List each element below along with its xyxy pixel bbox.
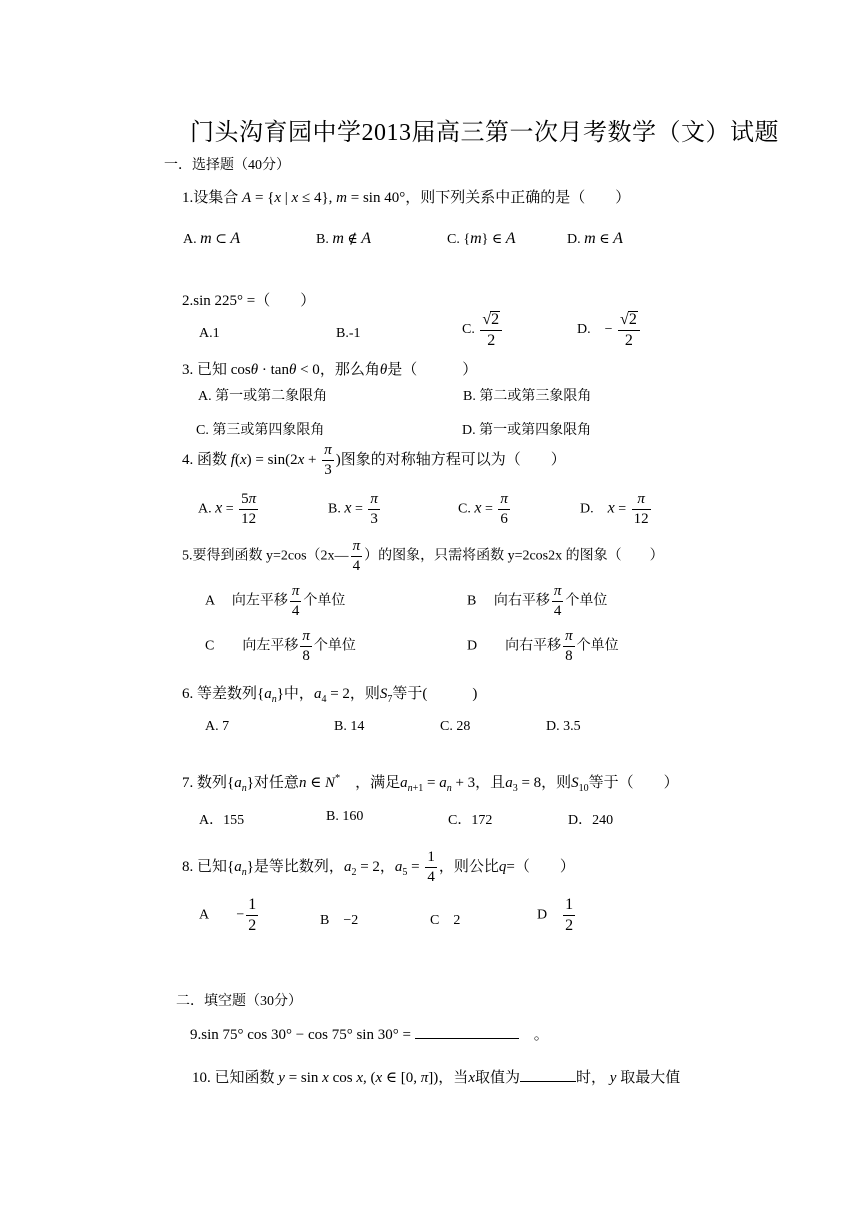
q3-option-a: A. 第一或第二象限角 [198, 389, 328, 404]
q7-option-b: B. 160 [326, 809, 364, 824]
q4-option-c: C. x = $\frac{\pi}{6}$ [458, 491, 508, 527]
q8-option-d: D $\frac{1}{2}$ [537, 896, 574, 934]
q3-option-d: D. 第一或第四象限角 [462, 423, 592, 438]
question-2: 2.sin 225° =（ ） [182, 293, 316, 309]
q5-option-c: C 向左平移 $\frac{\pi}{8}$ 个单位 [205, 628, 356, 664]
q2-option-a: A.1 [199, 326, 220, 341]
question-3: 3. 已知 cosθ · tanθ < 0，那么角θ是（ ） [182, 362, 478, 378]
q2-option-b: B.-1 [336, 326, 361, 341]
question-1 [182, 186, 630, 207]
q8-option-c: C 2 [430, 913, 461, 928]
q8-option-a: A − $\frac{1}{2}$ [199, 896, 257, 934]
q2-option-d: D. − $\frac{√2}{2}$ [577, 311, 642, 349]
q1-option-a: A. m ⊂ A [183, 230, 241, 247]
q7-option-c: C．172 [448, 813, 493, 828]
q7-option-a: A．155 [199, 813, 245, 828]
q2-option-c: C. $\frac{√2}{2}$ [462, 311, 504, 349]
q1-option-c: C. {m} ∈ A [447, 230, 516, 247]
q6-option-b: B. 14 [334, 719, 365, 734]
q6-option-a: A. 7 [205, 719, 230, 734]
question-7: 7. 数列$\{a_n\}$对任意n ∈ N* ，满足$a_{n+1} = a_n + 3$，且$a_3 = 8$，则$S_{10}$等于（ ） [182, 773, 679, 794]
q1-option-b: B. m ∉ A [316, 230, 372, 247]
q4-option-a: A. x = $\frac{5\pi}{12}$ [198, 491, 257, 527]
q1-option-d: D. m ∈ A [567, 230, 623, 247]
question-8: 8. 已知$\{a_n\}$是等比数列，$a_2 = 2$，$a_5$ = $\frac{1}{4}$ ，则公比q=（ ） [182, 849, 575, 885]
question-9: 9.sin 75° cos 30° − cos 75° sin 30° = 。 [190, 1023, 549, 1044]
q10-answer-blank[interactable] [520, 1067, 576, 1082]
q5-option-a: A 向左平移 $\frac{\pi}{4}$ 个单位 [205, 583, 346, 619]
q6-option-c: C. 28 [440, 719, 471, 734]
section-choice-heading: 一．选择题（40分） [164, 158, 290, 173]
question-5: 5.要得到函数 y=2cos（2x— $\frac{\pi}{4}$ ）的图象，只需将函数 y=2cos2x 的图象（ ） [182, 538, 664, 574]
q1-prefix: 1.设集合 [182, 190, 239, 206]
q3-option-c: C. 第三或第四象限角 [196, 423, 325, 438]
q4-option-d: D. x = $\frac{\pi}{12}$ [580, 491, 649, 527]
question-10: 10. 已知函数 y = sin x cos x, (x ∈ [0, π])，当x取值为 时， y 取最大值 [192, 1066, 680, 1087]
q5-option-b: B 向右平移 $\frac{\pi}{4}$ 个单位 [467, 583, 608, 619]
q1-suffix: ，则下列关系中正确的是（ ） [405, 190, 631, 206]
question-6: 6. 等差数列$\{a_n\}$中，$a_4 = 2$，则$S_7$等于( ) [182, 686, 478, 705]
page-title: 门头沟育园中学2013届高三第一次月考数学（文）试题 [190, 120, 779, 146]
q6-option-d: D. 3.5 [546, 719, 581, 734]
section-fill-heading: 二．填空题（30分） [176, 994, 302, 1009]
q1-formula: A = {x | x ≤ 4}, m = sin 40° [242, 190, 406, 206]
q7-option-d: D．240 [568, 813, 614, 828]
q3-option-b: B. 第二或第三象限角 [463, 389, 592, 404]
q4-option-b: B. x = $\frac{\pi}{3}$ [328, 491, 378, 527]
q5-option-d: D 向右平移 $\frac{\pi}{8}$ 个单位 [467, 628, 619, 664]
q8-option-b: B −2 [320, 913, 359, 928]
question-4: 4. 函数 f(x) = sin(2x + $\frac{\pi}{3}$ )图象的对称轴方程可以为（ ） [182, 442, 566, 478]
q9-answer-blank[interactable] [415, 1024, 519, 1039]
